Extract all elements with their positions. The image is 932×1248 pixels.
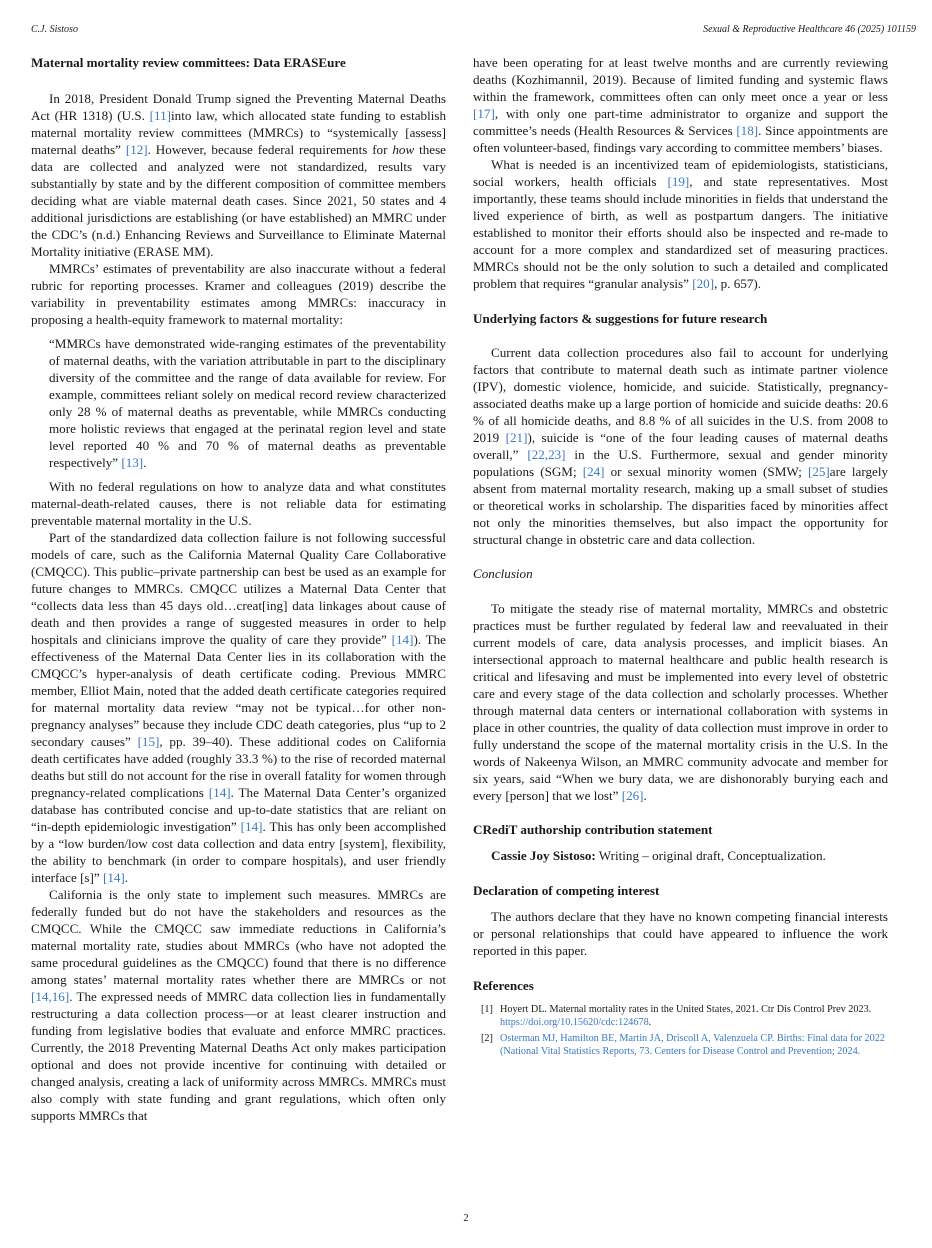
right-column — [473, 54, 888, 1061]
citation-link[interactable]: [14] — [240, 819, 263, 834]
left-column — [31, 54, 446, 1124]
paragraph-underlying-factors: Current data collection procedures also fail to account for underlying factors that contribute to maternal death such as intimate partner violence (IPV), domestic violence, homicide, and suicide. Statistically, pregnancy-associated deaths make up a large portion of homicide and suicide deaths: 20.6 % of all homicide deaths, and 8.8 % of all suicides in the U.S. from 2008 to 2019 [21]), suicide is “one of the four leading causes of maternal deaths overall,” [22,23] in the U.S. Furthermore, sexual and gender minority populations (SGM; [24] or sexual minority women (SMW; [25]are largely absent from maternal mortality research, making up a small subset of studies or theoretical works in scholarship. The disparities faced by minorities affect not only the minorities themselves, but also impact the opportunity for structural change in obstetric care and data collection. — [473, 345, 889, 547]
paragraph-no-regulations: With no federal regulations on how to analyze data and what constitutes maternal-death-related causes, there is not reliable data for estimating preventable maternal mortality in the U.S. — [31, 479, 446, 528]
paragraph-intro: In 2018, President Donald Trump signed the Preventing Maternal Deaths Act (HR 1318) (U.S. [11]into law, which allocated state funding to establish maternal mortality review committees (MMRCs) to “systemically [assess] maternal deaths” [12]. However, because federal requirements for how these data are collected and analyzed were not standardized, results vary substantially by state and by the different composition of committee members deciding what are viable maternal death cases. Since 2021, 50 states and 4 additional jurisdictions are establishing (or have established) an MMRC under the CDC’s (n.d.) Enhancing Reviews and Surveillance to Eliminate Maternal Mortality initiative (ERASE MM). — [31, 91, 446, 259]
citation-link[interactable]: [14,16] — [31, 989, 70, 1004]
citation-link[interactable]: [13] — [121, 455, 144, 470]
section-heading-conclusion: Conclusion — [473, 566, 533, 581]
running-header-journal: Sexual & Reproductive Healthcare 46 (2025) 101159 — [703, 24, 916, 35]
citation-link[interactable]: [14] — [102, 870, 125, 885]
section-heading-competing-interest: Declaration of competing interest — [473, 883, 660, 898]
citation-link[interactable]: [24] — [582, 464, 605, 479]
citation-link[interactable]: [14] — [391, 632, 414, 647]
paragraph-competing-interest: The authors declare that they have no known competing financial interests or personal relationships that could have appeared to influence the work reported in this paper. — [473, 909, 888, 958]
section-heading-references: References — [473, 978, 534, 993]
section-heading-credit: CRediT authorship contribution statement — [473, 822, 713, 837]
section-heading-mmrc: Maternal mortality review committees: Data ERASEure — [31, 55, 346, 70]
citation-link[interactable]: [19] — [667, 174, 690, 189]
reference-link[interactable]: Osterman MJ, Hamilton BE, Martin JA, Driscoll A, Valenzuela CP. Births: Final data for 2022 (National Vital Statistics Reports, 73. Centers for Disease Control and Prevention; 2024. — [500, 1033, 885, 1057]
citation-link[interactable]: [21] — [505, 430, 528, 445]
citation-link[interactable]: [14] — [208, 785, 231, 800]
reference-text: Hoyert DL. Maternal mortality rates in the United States, 2021. Ctr Dis Control Prev 2023. https://doi.org/10.15620/cdc:124678. — [500, 1004, 872, 1028]
paragraph-continued: have been operating for at least twelve months and are currently reviewing deaths (Kozhimannil, 2019). Because of limited funding and systemic flaws within the framework, committees often can only meet once a year or less [17], with only one part-time administrator to organize and support the committee’s needs (Health Resources & Services [18]. Since appointments are often volunteer-based, findings vary according to committee members’ biases. — [473, 55, 888, 155]
paragraph-california: California is the only state to implement such measures. MMRCs are federally funded but do not have the stakeholders and resources as the CMQCC. While the CMQCC saw immediate reductions in California’s maternal mortality rate, studies about MMRCs (who have not adopted the same procedural guidelines as the CMQCC) found that there is no difference among states’ maternal mortality rates whether there are MMRCs or not [14,16]. The expressed needs of MMRC data collection lies in fundamentally restructuring a data collection process—or at least clearer instruction and funding from legislative bodies that evaluate and enforce MMRC practices. Currently, the 2018 Preventing Maternal Deaths Act only makes participation optional and does not provide incentive for continuing with detailed or changed analysis, creating a lack of uniformity across MMRCs. MMRCs must also comply with state funding and grant regulations, which often only supports MMRCs that — [31, 887, 446, 1123]
section-heading-underlying-factors: Underlying factors & suggestions for future research — [473, 311, 768, 326]
block-quote: “MMRCs have demonstrated wide-ranging estimates of the preventability of maternal deaths, with the variation attributable in part to the disciplinary diversity of the committee and the range of data available for review. For example, committees reliant solely on medical record review characterized only 28 % of maternal deaths as preventable, while MMRCs conducting more holistic reviews that engaged at the perinatal region level and state level reported 40 % and 70 % of maternal deaths as preventable respectively” [13]. — [49, 336, 446, 470]
paragraph-cmqcc: Part of the standardized data collection failure is not following successful models of care, such as the California Maternal Quality Care Collaborative (CMQCC). This public–private partnership can best be used as an example for future changes to MMRCs. CMQCC utilizes a Maternal Data Center that “collects data less than 45 days old…creat[ing] data linkages about cause of death and then provides a range of suggested measures in order to help hospitals and clinicians improve the quality of care they provide” [14]). The effectiveness of the Maternal Data Center lies in its collaboration with the CMQCC’s hyper-analysis of death certificate coding. Previous MMRC member, Elliot Main, noted that the added death certificate categories required for maternal mortality data review “may not be typical…for other non-pregnancy analyses” because they include CDC death categories, plus “up to 2 secondary causes” [15], pp. 39–40). These additional codes on California death certificates have added (roughly 33.3 %) to the rise of recorded maternal deaths but still do not account for the rise in overall fatality for women through pregnancy-related complications [14]. The Maternal Data Center’s organized database has contributed concise and up-to-date statistics that are reliant on “in-depth epidemiologic investigation” [14]. This has only been accomplished by a “low burden/low cost data collection and data entry [system], flexibility, the ability to benchmark (in order to compare hospitals), and user friendly interface [s]” [14]. — [31, 530, 446, 885]
doi-link[interactable]: https://doi.org/10.15620/cdc:124678 — [500, 1017, 649, 1028]
reference-number: [2] — [481, 1033, 493, 1044]
citation-link[interactable]: [12] — [125, 142, 148, 157]
paragraph-credit: Cassie Joy Sistoso: Writing – original draft, Conceptualization. — [491, 848, 826, 863]
reference-text — [500, 1032, 888, 1058]
citation-link[interactable]: [18] — [736, 123, 759, 138]
reference-item — [473, 1032, 888, 1058]
citation-link[interactable]: [25] — [807, 464, 830, 479]
citation-link[interactable]: [20] — [692, 276, 715, 291]
citation-link[interactable]: [11] — [149, 108, 172, 123]
paragraph-conclusion: To mitigate the steady rise of maternal mortality, MMRCs and obstetric practices must be further regulated by federal law and reevaluated in their current models of care, data analysis processes, and implicit biases. An intersectional approach to maternal healthcare and public health research is critical and lifesaving and must be implemented into every level of obstetric care and every stage of the data collection and scholarly processes. Whether through maternal data centers or international collaboration with systems in place in other countries, the quality of data collection must improve in order to fully understand the scope of the maternal mortality crisis in the U.S. In the words of Nakeenya Wilson, an MMRC community advocate and member for six years, said “When we bury data, we are dishonorably burying each and every [person] that we lost” [26]. — [473, 601, 888, 803]
reference-list — [473, 1003, 888, 1058]
paragraph-team: What is needed is an incentivized team of epidemiologists, statisticians, social workers, health officials [19], and state representatives. Most importantly, these teams should include minorities in fields that understand the lived experience of birth, as well as postpartum dangers. The initiative established to monitor their efforts should also be inspected and re-made to account for a more complex and standardized set of measuring practices. MMRCs should not be the only solution to such a detailed and complicated problem that requires “granular analysis” [20], p. 657). — [473, 157, 888, 291]
citation-link[interactable]: [15] — [137, 734, 160, 749]
citation-link[interactable]: [17] — [473, 106, 495, 121]
running-header-author: C.J. Sistoso — [31, 24, 78, 35]
paragraph-preventability: MMRCs’ estimates of preventability are also inaccurate without a federal rubric for reporting processes. Kramer and colleagues (2019) describe the variability in preventability estimates among MMRCs: inaccuracy in proposing a health-equity framework to maternal mortality: — [31, 261, 446, 327]
citation-link[interactable]: [26] — [621, 788, 644, 803]
citation-link[interactable]: [22,23] — [527, 447, 566, 462]
reference-item — [473, 1003, 888, 1029]
page-number: 2 — [463, 1213, 469, 1224]
reference-number: [1] — [481, 1004, 493, 1015]
